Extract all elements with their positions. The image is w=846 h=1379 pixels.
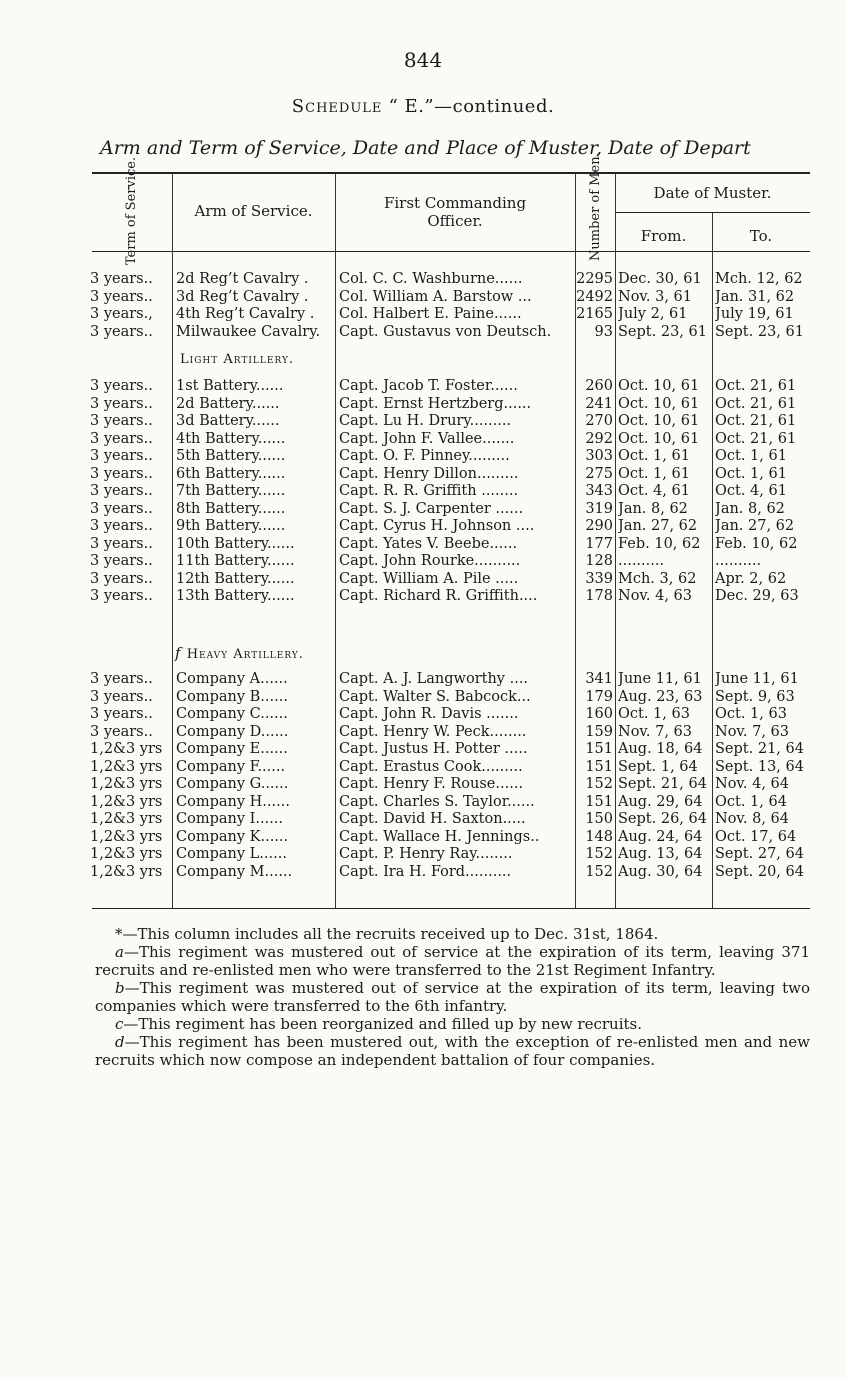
footnote-mark: a [115,943,124,961]
muster-to-cell: Apr. 2, 62 [715,570,787,587]
arm-cell: 13th Battery...... [176,588,295,604]
table-row [0,793,846,811]
muster-to-cell: .......... [715,553,762,569]
number-cell: 2492 [576,288,613,305]
table-row [0,517,846,535]
arm-cell: Company G...... [176,776,289,792]
officer-cell: Col. C. C. Washburne...... [339,271,523,287]
number-cell: 319 [585,500,613,517]
muster-from-cell: Mch. 3, 62 [618,570,697,587]
table-row [0,810,846,828]
table-row [0,500,846,518]
muster-to-cell: Sept. 27, 64 [715,846,804,862]
arm-cell: Company B...... [176,688,288,705]
arm-cell: 11th Battery...... [176,553,295,569]
muster-header-rule [616,212,810,213]
arm-cell: Company I...... [176,811,284,827]
header-first-commanding-officer [335,194,575,230]
officer-cell: Capt. John R. Davis ....... [339,706,519,722]
table-row [0,465,846,483]
table-row [0,723,846,741]
muster-from-cell: Aug. 30, 64 [618,863,703,880]
muster-to-cell: Sept. 20, 64 [715,863,804,880]
term-cell: 1,2&3 yrs [90,846,163,862]
arm-cell: 6th Battery...... [176,465,286,482]
arm-cell: 4th Battery...... [176,430,286,447]
officer-cell: Capt. Justus H. Potter ..... [339,741,528,757]
muster-to-cell: June 11, 61 [715,671,799,687]
number-cell: 159 [585,723,613,740]
muster-from-cell: July 2, 61 [618,306,688,322]
muster-from-cell: Aug. 13, 64 [618,846,703,862]
arm-cell: Company F...... [176,758,286,775]
footnote [95,1015,810,1033]
muster-to-cell: Oct. 1, 61 [715,465,787,482]
muster-from-cell: Oct. 10, 61 [618,395,700,412]
officer-cell: Capt. Erastus Cook......... [339,758,523,775]
officer-cell: Capt. Richard R. Griffith.... [339,588,538,604]
table-row [0,552,846,570]
term-cell: 3 years.. [90,723,153,740]
muster-to-cell: Nov. 7, 63 [715,723,790,740]
number-cell: 152 [585,863,613,880]
muster-to-cell: Jan. 31, 62 [715,288,795,305]
arm-cell: Company E...... [176,741,288,757]
officer-cell: Capt. Lu H. Drury......... [339,413,512,429]
muster-to-cell: Oct. 21, 61 [715,378,797,394]
muster-from-cell: Oct. 10, 61 [618,378,700,394]
footnote-mark: d [115,1033,125,1051]
officer-cell: Col. William A. Barstow ... [339,288,532,305]
term-cell: 3 years.. [90,271,153,287]
term-cell: 3 years.. [90,448,153,464]
term-cell: 3 years.. [90,570,153,587]
muster-to-cell: Oct. 1, 61 [715,448,787,464]
term-cell: 1,2&3 yrs [90,811,163,827]
table-row [0,740,846,758]
muster-from-cell: Aug. 29, 64 [618,793,703,810]
muster-from-cell: Sept. 1, 64 [618,758,698,775]
footnote-mark: b [115,979,125,997]
arm-cell: Company C...... [176,706,288,722]
officer-cell: Capt. David H. Saxton..... [339,811,526,827]
muster-to-cell: Sept. 21, 64 [715,741,804,757]
footnote-text: —This regiment has been reorganized and filled up by new recruits. [123,1015,643,1033]
term-cell: 3 years.. [90,706,153,722]
header-to: To. [749,227,773,245]
footnote [95,1033,810,1069]
term-cell: 3 years.. [90,378,153,394]
muster-from-cell: Oct. 1, 61 [618,448,690,464]
page-number: 844 [403,48,443,72]
table-row [0,377,846,395]
table-row [0,305,846,323]
number-cell: 341 [585,671,613,687]
term-cell: 3 years.. [90,535,153,552]
muster-from-cell: Aug. 18, 64 [618,741,703,757]
arm-cell: 7th Battery...... [176,483,286,499]
muster-to-cell: July 19, 61 [715,306,794,322]
number-cell: 270 [585,413,613,429]
officer-cell: Capt. Wallace H. Jennings.. [339,828,540,845]
officer-cell: Capt. S. J. Carpenter ...... [339,500,524,517]
number-cell: 177 [585,535,613,552]
table-row [0,270,846,288]
arm-cell: 12th Battery...... [176,570,295,587]
muster-from-cell: Jan. 8, 62 [618,500,688,517]
arm-cell: Company D...... [176,723,289,740]
muster-to-cell: Nov. 4, 64 [715,776,790,792]
officer-cell: Capt. Henry W. Peck........ [339,723,527,740]
muster-to-cell: Jan. 27, 62 [715,518,795,534]
muster-to-cell: Oct. 21, 61 [715,395,797,412]
muster-from-cell: Oct. 10, 61 [618,430,700,447]
muster-to-cell: Mch. 12, 62 [715,271,803,287]
footnote-text: —This regiment was mustered out of service at the expiration of its term, leaving 371 recruits and re-enlisted men who were transferred to the 21st Regiment Infantry. [95,943,810,979]
table-row [0,863,846,881]
number-cell: 160 [585,706,613,722]
muster-to-cell: Dec. 29, 63 [715,588,799,604]
muster-from-cell: Oct. 1, 61 [618,465,690,482]
section-title-light-artillery: Light Artillery. [180,352,295,367]
term-cell: 1,2&3 yrs [90,758,163,775]
header-date-of-muster: Date of Muster. [653,184,772,202]
term-cell: 3 years.. [90,688,153,705]
table-row [0,758,846,776]
number-cell: 128 [585,553,613,569]
footnote-text: —This regiment has been mustered out, with the exception of re-enlisted men and new recruits which now compose an independent battalion of four companies. [95,1033,810,1069]
muster-to-cell: Oct. 4, 61 [715,483,787,499]
table-row [0,845,846,863]
arm-cell: Company L...... [176,846,287,862]
heavy-artillery-text: Heavy Artillery. [186,647,304,662]
officer-cell: Capt. William A. Pile ..... [339,570,519,587]
officer-cell: Capt. Jacob T. Foster...... [339,378,518,394]
term-cell: 1,2&3 yrs [90,793,163,810]
muster-from-cell: Aug. 23, 63 [618,688,703,705]
officer-cell: Col. Halbert E. Paine...... [339,306,522,322]
number-cell: 179 [585,688,613,705]
muster-from-cell: Jan. 27, 62 [618,518,698,534]
schedule-subtitle: Arm and Term of Service, Date and Place of Muster, Date of Depart [100,137,751,159]
muster-from-cell: .......... [618,553,665,569]
muster-to-cell: Nov. 8, 64 [715,811,790,827]
header-term-of-service: Term of Service. [124,156,139,266]
table-row [0,288,846,306]
number-cell: 241 [585,395,613,412]
footnote-text: —This regiment was mustered out of service at the expiration of its term, leaving two companies which were transferred to the 6th infantry. [95,979,810,1015]
table-row [0,705,846,723]
muster-to-cell: Sept. 23, 61 [715,323,804,340]
schedule-title-rest: “ E.”—continued. [382,96,555,117]
officer-cell: Capt. John F. Vallee....... [339,430,515,447]
muster-from-cell: Dec. 30, 61 [618,271,702,287]
muster-from-cell: Sept. 26, 64 [618,811,707,827]
number-cell: 260 [585,378,613,394]
number-cell: 290 [585,518,613,534]
number-cell: 275 [585,465,613,482]
officer-cell: Capt. Gustavus von Deutsch. [339,323,552,340]
muster-from-cell: Aug. 24, 64 [618,828,703,845]
footnote [95,925,810,943]
arm-cell: 5th Battery...... [176,448,286,464]
table-row [0,828,846,846]
schedule-title-prefix: Schedule [291,96,383,117]
term-cell: 3 years.. [90,323,153,340]
muster-to-cell: Oct. 1, 63 [715,706,787,722]
officer-cell: Capt. Henry F. Rouse...... [339,776,524,792]
number-cell: 151 [585,741,613,757]
muster-from-cell: Nov. 4, 63 [618,588,693,604]
muster-to-cell: Jan. 8, 62 [715,500,785,517]
header-from: From. [640,227,687,245]
table-row [0,688,846,706]
officer-cell: Capt. John Rourke.......... [339,553,521,569]
term-cell: 3 years.. [90,553,153,569]
term-cell: 3 years., [90,306,153,322]
arm-cell: 3d Reg’t Cavalry . [176,288,309,305]
number-cell: 303 [585,448,613,464]
muster-to-cell: Sept. 13, 64 [715,758,804,775]
muster-from-cell: Nov. 7, 63 [618,723,693,740]
arm-cell: 4th Reg’t Cavalry . [176,306,315,322]
number-cell: 2295 [576,271,613,287]
table-row [0,323,846,341]
arm-cell: 1st Battery...... [176,378,284,394]
term-cell: 3 years.. [90,588,153,604]
number-cell: 151 [585,758,613,775]
muster-from-cell: June 11, 61 [618,671,702,687]
muster-from-cell: Sept. 21, 64 [618,776,707,792]
arm-cell: 2d Battery...... [176,395,280,412]
arm-cell: 8th Battery...... [176,500,286,517]
header-arm-of-service: Arm of Service. [194,202,313,220]
table-row [0,482,846,500]
section-title-heavy-artillery [175,644,304,662]
footnote [95,943,810,979]
number-cell: 151 [585,793,613,810]
muster-to-cell: Feb. 10, 62 [715,535,798,552]
officer-cell: Capt. Henry Dillon......... [339,465,519,482]
term-cell: 3 years.. [90,288,153,305]
footnotes [95,925,810,1069]
table-row [0,535,846,553]
officer-cell: Capt. Ira H. Ford.......... [339,863,512,880]
officer-cell: Capt. R. R. Griffith ........ [339,483,519,499]
table-row [0,395,846,413]
arm-cell: Company M...... [176,863,293,880]
term-cell: 1,2&3 yrs [90,828,163,845]
term-cell: 3 years.. [90,465,153,482]
footnote-mark: c [115,1015,124,1033]
number-cell: 2165 [576,306,613,322]
muster-from-cell: Oct. 10, 61 [618,413,700,429]
term-cell: 3 years.. [90,483,153,499]
arm-cell: Company A...... [176,671,288,687]
number-cell: 178 [585,588,613,604]
arm-cell: Company H...... [176,793,290,810]
officer-cell: Capt. O. F. Pinney......... [339,448,510,464]
muster-to-cell: Oct. 21, 61 [715,413,797,429]
arm-cell: 2d Reg’t Cavalry . [176,271,309,287]
schedule-title [0,96,846,117]
term-cell: 1,2&3 yrs [90,776,163,792]
term-cell: 3 years.. [90,395,153,412]
officer-cell: Capt. Charles S. Taylor...... [339,793,535,810]
number-cell: 152 [585,846,613,862]
term-cell: 3 years.. [90,430,153,447]
term-cell: 3 years.. [90,518,153,534]
number-cell: 93 [594,323,613,340]
number-cell: 148 [585,828,613,845]
number-cell: 339 [585,570,613,587]
header-bottom-rule [92,251,810,252]
muster-to-cell: Oct. 21, 61 [715,430,797,447]
heavy-artillery-mark: f [175,644,182,662]
footnote-mark: * [115,925,123,943]
term-cell: 3 years.. [90,500,153,517]
number-cell: 343 [585,483,613,499]
table-row [0,430,846,448]
header-number-of-men: Number of Men. [588,152,603,261]
header-officer-line2: Officer. [427,212,483,230]
officer-cell: Capt. Walter S. Babcock... [339,688,531,705]
arm-cell: 3d Battery...... [176,413,280,429]
muster-to-cell: Oct. 17, 64 [715,828,797,845]
term-cell: 3 years.. [90,413,153,429]
muster-from-cell: Oct. 4, 61 [618,483,690,499]
number-cell: 152 [585,776,613,792]
number-cell: 150 [585,811,613,827]
table-row [0,775,846,793]
term-cell: 1,2&3 yrs [90,741,163,757]
arm-cell: Company K...... [176,828,289,845]
table-bottom-rule [92,908,810,909]
muster-from-cell: Sept. 23, 61 [618,323,707,340]
officer-cell: Capt. Ernst Hertzberg...... [339,395,532,412]
table-row [0,670,846,688]
table-row [0,447,846,465]
header-officer-line1: First Commanding [383,194,527,212]
table-row [0,587,846,605]
footnote [95,979,810,1015]
muster-to-cell: Oct. 1, 64 [715,793,787,810]
muster-from-cell: Nov. 3, 61 [618,288,693,305]
table-row [0,570,846,588]
term-cell: 3 years.. [90,671,153,687]
term-cell: 1,2&3 yrs [90,863,163,880]
arm-cell: 9th Battery...... [176,518,286,534]
arm-cell: Milwaukee Cavalry. [176,323,321,340]
footnote-text: —This column includes all the recruits received up to Dec. 31st, 1864. [122,925,659,943]
number-cell: 292 [585,430,613,447]
muster-to-cell: Sept. 9, 63 [715,688,795,705]
arm-cell: 10th Battery...... [176,535,295,552]
muster-from-cell: Oct. 1, 63 [618,706,690,722]
table-top-rule [92,172,810,174]
muster-from-cell: Feb. 10, 62 [618,535,701,552]
officer-cell: Capt. P. Henry Ray........ [339,846,513,862]
table-row [0,412,846,430]
officer-cell: Capt. Cyrus H. Johnson .... [339,518,535,534]
officer-cell: Capt. Yates V. Beebe...... [339,535,518,552]
officer-cell: Capt. A. J. Langworthy .... [339,671,529,687]
